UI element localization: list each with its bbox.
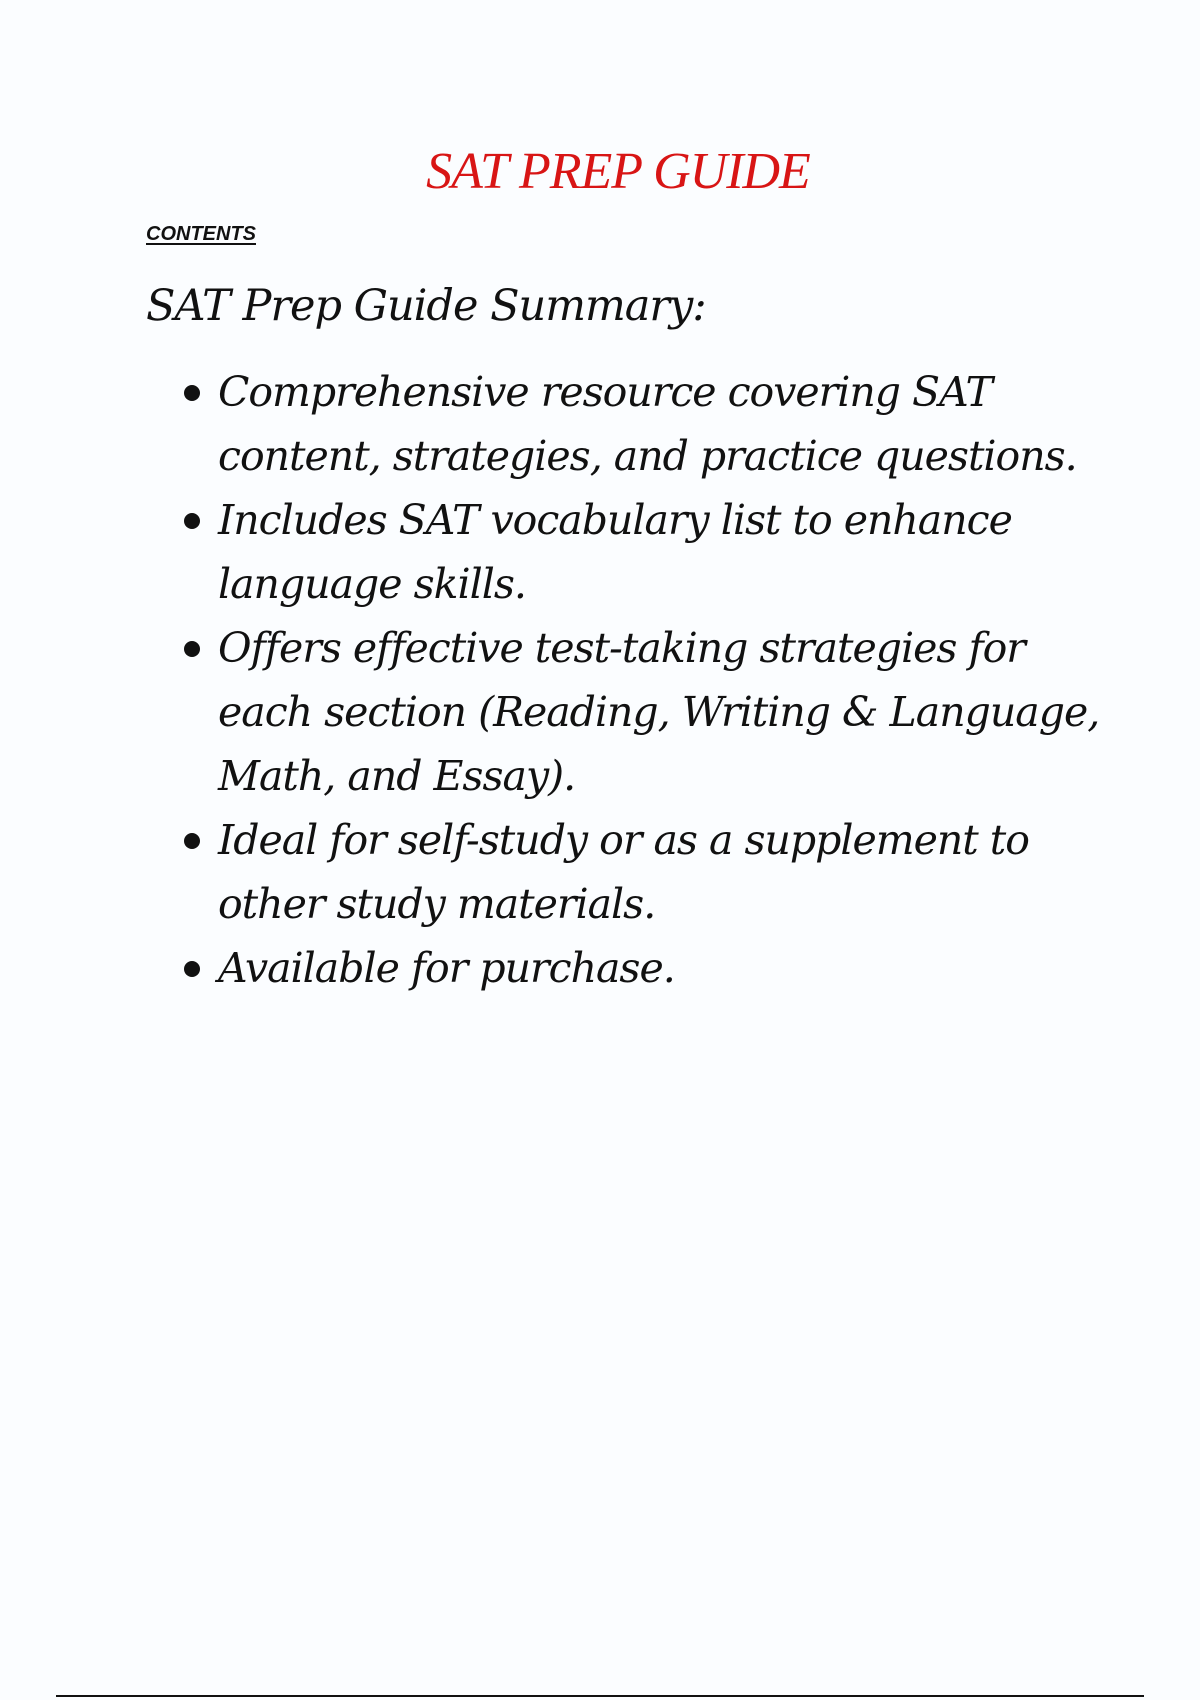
bullet-icon — [184, 641, 200, 657]
document-title: SAT PREP GUIDE — [426, 143, 810, 200]
list-item — [184, 360, 1114, 488]
bullet-icon — [184, 833, 200, 849]
bullet-icon — [184, 961, 200, 977]
contents-link[interactable]: CONTENTS — [146, 223, 256, 245]
list-item-text: Comprehensive resource covering SAT content, strategies, and practice questions. — [218, 368, 1077, 480]
list-item — [184, 488, 1114, 616]
list-item-text: Includes SAT vocabulary list to enhance language skills. — [218, 496, 1012, 608]
list-item — [184, 616, 1114, 808]
list-item-text: Ideal for self-study or as a supplement to other study materials. — [218, 816, 1029, 928]
list-item-text: Available for purchase. — [218, 944, 675, 992]
bullet-icon — [184, 513, 200, 529]
summary-list — [184, 360, 1114, 1000]
list-item — [184, 936, 1114, 1000]
footer-divider — [56, 1695, 1144, 1697]
list-item — [184, 808, 1114, 936]
bullet-icon — [184, 385, 200, 401]
list-item-text: Offers effective test-taking strategies for each section (Reading, Writing & Language, Math, and Essay). — [218, 624, 1100, 800]
summary-heading: SAT Prep Guide Summary: — [146, 281, 706, 331]
